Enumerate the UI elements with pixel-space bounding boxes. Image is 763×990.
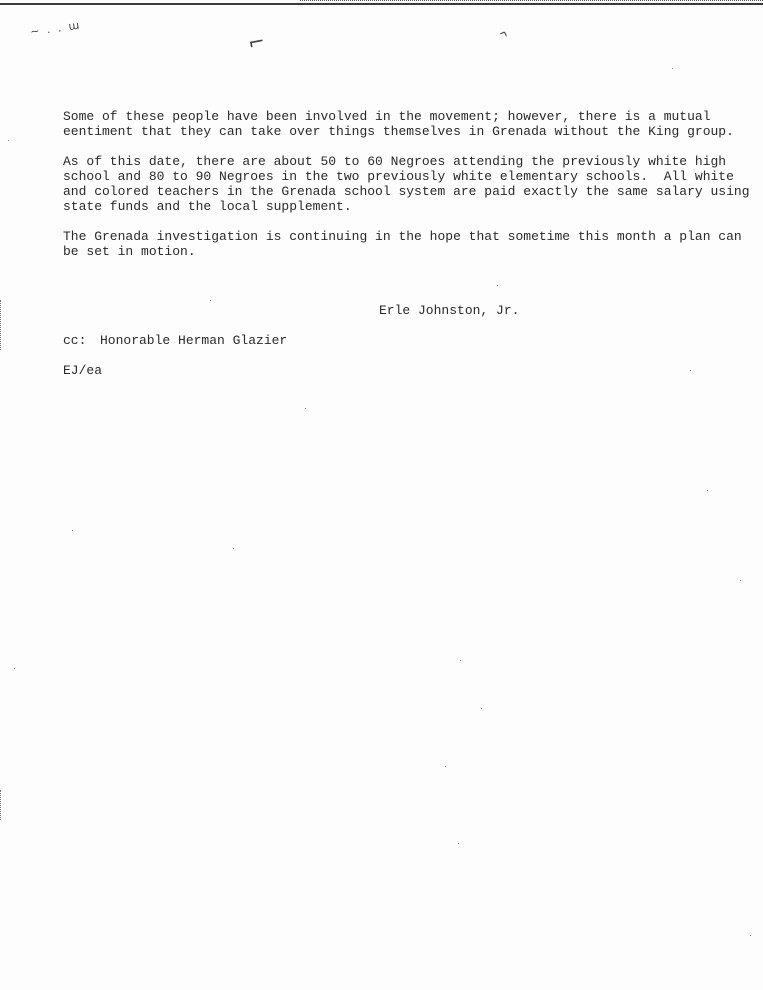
scan-speck bbox=[210, 300, 211, 301]
scan-left-edge bbox=[0, 300, 3, 350]
carbon-copy-line bbox=[63, 333, 287, 348]
scan-artifact-hook: ⌐ bbox=[246, 28, 267, 56]
signature-name: Erle Johnston, Jr. bbox=[379, 303, 520, 318]
scan-speck bbox=[305, 408, 306, 409]
scan-speck bbox=[72, 530, 73, 531]
scan-artifact-caret: ^ bbox=[494, 28, 511, 47]
text-line: Some of these people have been involved in the movement; however, there is a mutual bbox=[63, 109, 711, 124]
paragraph-enrollment bbox=[63, 154, 750, 214]
text-line: eentiment that they can take over things themselves in Grenada without the King group. bbox=[63, 124, 734, 139]
scan-speck bbox=[481, 708, 482, 709]
scan-speck bbox=[233, 548, 234, 549]
typist-initials: EJ/ea bbox=[63, 363, 103, 378]
scan-speck bbox=[14, 668, 15, 669]
scan-speck bbox=[445, 766, 446, 767]
text-line: The Grenada investigation is continuing in the hope that sometime this month a plan can bbox=[63, 229, 742, 244]
text-line: school and 80 to 90 Negroes in the two previously white elementary schools. All white bbox=[63, 169, 734, 184]
scan-speck bbox=[8, 140, 9, 141]
cc-recipient: Honorable Herman Glazier bbox=[100, 333, 288, 348]
text-line: and colored teachers in the Grenada school system are paid exactly the same salary using bbox=[63, 184, 750, 199]
scan-left-edge bbox=[0, 790, 3, 820]
text-line: state funds and the local supplement. bbox=[63, 199, 352, 214]
scan-speck bbox=[458, 843, 459, 844]
scan-artifact-marks: ~ . . ɯ bbox=[29, 18, 83, 39]
text-line: be set in motion. bbox=[63, 244, 196, 259]
scan-speck bbox=[707, 490, 708, 491]
paragraph-investigation bbox=[63, 229, 743, 259]
scan-speck bbox=[460, 660, 461, 661]
scan-speck bbox=[497, 285, 498, 286]
scan-speck bbox=[672, 68, 673, 69]
scan-speck bbox=[740, 580, 741, 581]
text-line: As of this date, there are about 50 to 60 Negroes attending the previously white high bbox=[63, 154, 727, 169]
scan-top-dotted-edge bbox=[300, 0, 763, 4]
scan-speck bbox=[690, 370, 691, 371]
paragraph-movement bbox=[63, 109, 743, 139]
scan-speck bbox=[750, 935, 751, 936]
cc-label: cc: bbox=[63, 333, 87, 348]
